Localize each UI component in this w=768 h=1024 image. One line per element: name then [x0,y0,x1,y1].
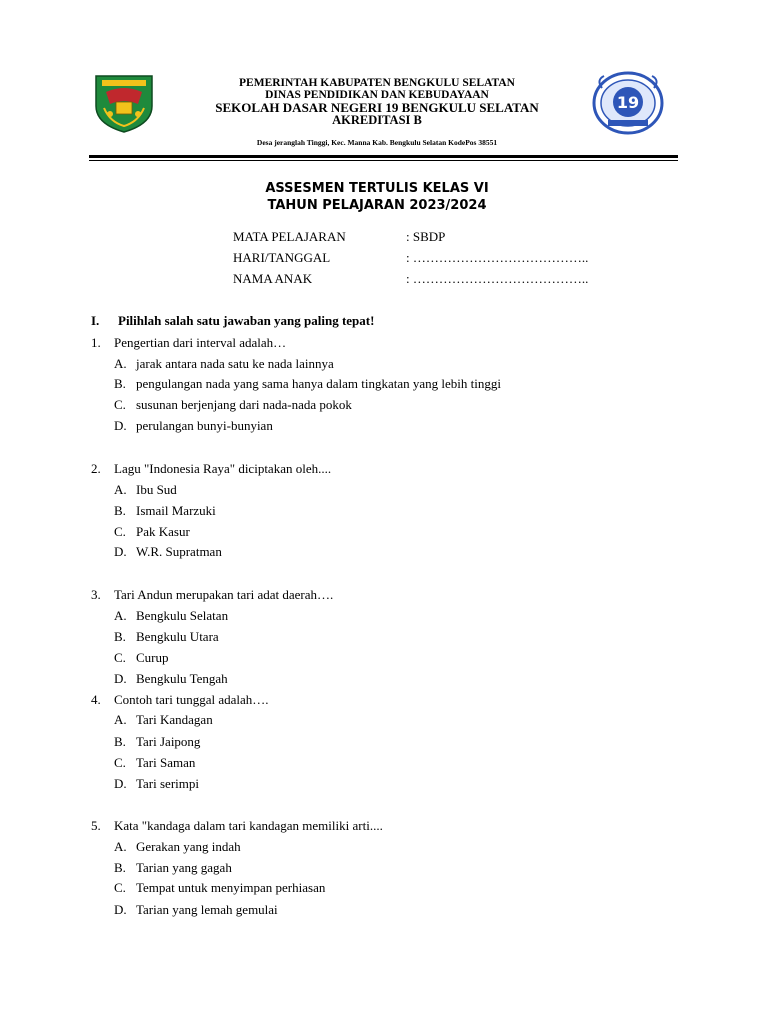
option-letter: C. [114,650,126,665]
school-emblem-number: 19 [616,93,640,112]
option-text: pengulangan nada yang sama hanya dalam tingkatan yang lebih tinggi [136,376,501,391]
option-letter: D. [114,902,127,917]
regency-emblem-icon [90,70,158,134]
option-letter: C. [114,524,126,539]
question-text: Kata "kandaga dalam tari kandagan memiliki arti.... [114,818,383,833]
option-text: W.R. Supratman [136,544,222,559]
question-text: Lagu "Indonesia Raya" diciptakan oleh.... [114,461,332,476]
option-letter: A. [114,356,127,371]
question-number: 5. [91,818,101,833]
option-text: Bengkulu Utara [136,629,219,644]
option-letter: C. [114,397,126,412]
option-letter: D. [114,418,127,433]
option-text: susunan berjenjang dari nada-nada pokok [136,397,352,412]
section-number: I. [91,313,100,328]
date-field: : ………………………………….. [406,250,589,265]
option-text: Tari Jaipong [136,734,201,749]
subject-label: MATA PELAJARAN [233,229,346,244]
letterhead-accreditation: AKREDITASI B [332,113,422,127]
question-number: 1. [91,335,101,350]
letterhead-divider-thin [89,160,678,161]
question-text: Tari Andun merupakan tari adat daerah…. [114,587,334,602]
letterhead-government: PEMERINTAH KABUPATEN BENGKULU SELATAN [239,77,515,89]
option-letter: A. [114,482,127,497]
option-text: Tari Kandagan [136,712,213,727]
exam-title: ASSESMEN TERTULIS KELAS VI [265,181,489,196]
option-text: Ibu Sud [136,482,177,497]
option-text: Bengkulu Selatan [136,608,229,623]
student-name-field: : ………………………………….. [406,271,589,286]
option-text: Gerakan yang indah [136,839,241,854]
option-letter: A. [114,608,127,623]
question-number: 2. [91,461,101,476]
option-text: Tarian yang lemah gemulai [136,902,278,917]
subject-value: : SBDP [406,229,446,244]
letterhead-address: Desa jeranglah Tinggi, Kec. Manna Kab. Bengkulu Selatan KodePos 38551 [256,138,498,147]
option-text: perulangan bunyi-bunyian [136,418,273,433]
option-text: Pak Kasur [136,524,190,539]
option-letter: B. [114,503,126,518]
option-letter: A. [114,712,127,727]
option-letter: B. [114,734,126,749]
student-name-label: NAMA ANAK [233,271,313,286]
option-letter: C. [114,880,126,895]
option-text: Tempat untuk menyimpan perhiasan [136,880,326,895]
option-text: Bengkulu Tengah [136,671,228,686]
option-text: Ismail Marzuki [136,503,216,518]
option-letter: D. [114,671,127,686]
question-text: Pengertian dari interval adalah… [114,335,287,350]
option-letter: B. [114,629,126,644]
option-text: Tari Saman [136,755,196,770]
letterhead-school-name: SEKOLAH DASAR NEGERI 19 BENGKULU SELATAN [215,100,539,115]
option-text: Tarian yang gagah [136,860,232,875]
option-text: jarak antara nada satu ke nada lainnya [136,356,334,371]
option-letter: D. [114,776,127,791]
option-letter: A. [114,839,127,854]
option-letter: C. [114,755,126,770]
option-letter: D. [114,544,127,559]
question-text: Contoh tari tunggal adalah…. [114,692,269,707]
letterhead-divider-thick [89,155,678,158]
option-text: Curup [136,650,169,665]
question-number: 3. [91,587,101,602]
date-label: HARI/TANGGAL [233,250,331,265]
school-emblem-icon [590,70,666,136]
letterhead-department: DINAS PENDIDIKAN DAN KEBUDAYAAN [265,89,489,101]
section-instruction: Pilihlah salah satu jawaban yang paling tepat! [118,313,375,328]
question-number: 4. [91,692,101,707]
option-letter: B. [114,376,126,391]
option-letter: B. [114,860,126,875]
academic-year: TAHUN PELAJARAN 2023/2024 [267,198,487,213]
option-text: Tari serimpi [136,776,199,791]
